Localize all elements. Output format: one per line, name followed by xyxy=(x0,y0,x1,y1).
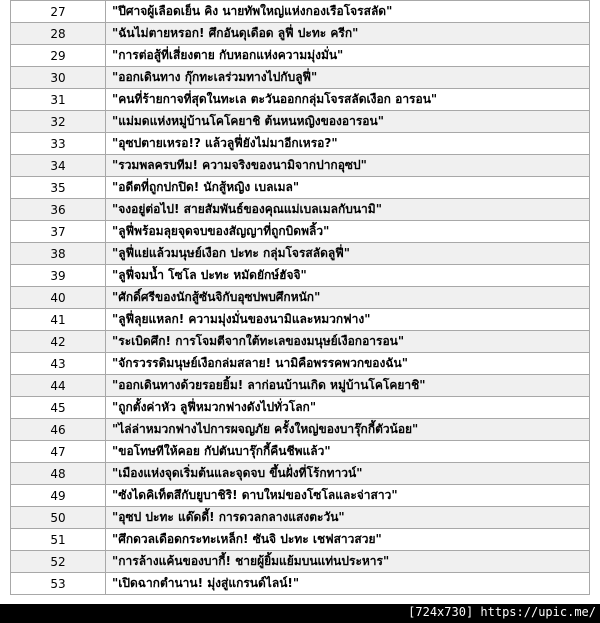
episode-number: 46 xyxy=(11,419,106,441)
episode-table-body xyxy=(11,1,590,595)
episode-title: "การต่อสู้ที่เสี่ยงตาย กับหอกแห่งความมุ่งมั่น" xyxy=(106,45,590,67)
episode-title: "คนที่ร้ายกาจที่สุดในทะเล ตะวันออกกลุ่มโจรสลัดเงือก อารอน" xyxy=(106,89,590,111)
table-row xyxy=(11,45,590,67)
episode-number: 35 xyxy=(11,177,106,199)
episode-number: 36 xyxy=(11,199,106,221)
table-row xyxy=(11,441,590,463)
episode-title: "ไล่ล่าหมวกฟางไปการผจญภัย ครั้งใหญ่ของบารุ๊กกี้ตัวน้อย" xyxy=(106,419,590,441)
table-row xyxy=(11,551,590,573)
episode-title: "รวมพลครบทีม! ความจริงของนามิจากปากอุซป" xyxy=(106,155,590,177)
table-row xyxy=(11,67,590,89)
episode-title: "อดีตที่ถูกปกปิด! นักสู้หญิง เบลเมล" xyxy=(106,177,590,199)
episode-title: "ศึกดวลเดือดกระทะเหล็ก! ซันจิ ปะทะ เชฟสาวสวย" xyxy=(106,529,590,551)
episode-number: 44 xyxy=(11,375,106,397)
episode-title: "ลูฟี่จมน้ำ โซโล ปะทะ หมัดยักษ์ฮัจจิ" xyxy=(106,265,590,287)
episode-number: 43 xyxy=(11,353,106,375)
episode-number: 49 xyxy=(11,485,106,507)
image-host-caption[interactable]: [724x730] https://upic.me/ xyxy=(408,605,596,619)
table-row xyxy=(11,89,590,111)
episode-title: "อุซปตายเหรอ!? แล้วลูฟี่ยังไม่มาอีกเหรอ?" xyxy=(106,133,590,155)
episode-number: 32 xyxy=(11,111,106,133)
table-row xyxy=(11,287,590,309)
table-row xyxy=(11,243,590,265)
episode-title: "เปิดฉากตำนาน! มุ่งสู่แกรนด์ไลน์!" xyxy=(106,573,590,595)
episode-title: "ระเบิดศึก! การโจมตีจากใต้ทะเลของมนุษย์เงือกอารอน" xyxy=(106,331,590,353)
episode-number: 29 xyxy=(11,45,106,67)
episode-title: "ซังไดคิเท็ตสึกับยูบาชิริ! ดาบใหม่ของโซโลและจ่าสาว" xyxy=(106,485,590,507)
table-row xyxy=(11,529,590,551)
episode-title: "ขอโทษทีให้คอย กัปตันบารุ๊กกี้คืนชีพแล้ว" xyxy=(106,441,590,463)
table-row xyxy=(11,133,590,155)
episode-number: 41 xyxy=(11,309,106,331)
episode-number: 39 xyxy=(11,265,106,287)
table-row xyxy=(11,331,590,353)
episode-number: 28 xyxy=(11,23,106,45)
episode-number: 34 xyxy=(11,155,106,177)
episode-title: "ปีศาจผู้เลือดเย็น คิง นายทัพใหญ่แห่งกองเรือโจรสลัด" xyxy=(106,1,590,23)
table-row xyxy=(11,375,590,397)
table-row xyxy=(11,155,590,177)
episode-table-container xyxy=(10,0,590,595)
episode-title: "เมืองแห่งจุดเริ่มต้นและจุดจบ ขึ้นฝั่งที่โร้กทาวน์" xyxy=(106,463,590,485)
table-row xyxy=(11,111,590,133)
episode-title: "ออกเดินทางด้วยรอยยิ้ม! ลาก่อนบ้านเกิด หมู่บ้านโคโคยาชิ" xyxy=(106,375,590,397)
table-row xyxy=(11,309,590,331)
episode-title: "ออกเดินทาง กุ๊กทะเลร่วมทางไปกับลูฟี่" xyxy=(106,67,590,89)
episode-number: 48 xyxy=(11,463,106,485)
episode-number: 52 xyxy=(11,551,106,573)
table-row xyxy=(11,485,590,507)
table-row xyxy=(11,397,590,419)
episode-title: "ถูกตั้งค่าหัว ลูฟี่หมวกฟางดังไปทั่วโลก" xyxy=(106,397,590,419)
image-host-footer-bar xyxy=(0,604,600,623)
episode-number: 51 xyxy=(11,529,106,551)
episode-number: 37 xyxy=(11,221,106,243)
table-row xyxy=(11,353,590,375)
episode-number: 53 xyxy=(11,573,106,595)
table-row xyxy=(11,265,590,287)
episode-number: 45 xyxy=(11,397,106,419)
episode-title: "ลูฟี่แย่แล้วมนุษย์เงือก ปะทะ กลุ่มโจรสลัดลูฟี่" xyxy=(106,243,590,265)
episode-title: "จงอยู่ต่อไป! สายสัมพันธ์ของคุณแม่เบลเมลกับนามิ" xyxy=(106,199,590,221)
episode-number: 50 xyxy=(11,507,106,529)
episode-number: 31 xyxy=(11,89,106,111)
episode-number: 42 xyxy=(11,331,106,353)
episode-title: "อุซป ปะทะ แด๊ดดี้! การดวลกลางแสงตะวัน" xyxy=(106,507,590,529)
episode-number: 27 xyxy=(11,1,106,23)
episode-title: "แม่มดแห่งหมู่บ้านโคโคยาชิ ต้นหนหญิงของอารอน" xyxy=(106,111,590,133)
table-row xyxy=(11,463,590,485)
episode-number: 33 xyxy=(11,133,106,155)
table-row xyxy=(11,1,590,23)
table-row xyxy=(11,419,590,441)
table-row xyxy=(11,573,590,595)
episode-number: 30 xyxy=(11,67,106,89)
episode-title: "ลูฟี่พร้อมลุยจุดจบของสัญญาที่ถูกบิดพลิ้ว" xyxy=(106,221,590,243)
episode-title: "ลูฟี่ลุยแหลก! ความมุ่งมั่นของนามิและหมวกฟาง" xyxy=(106,309,590,331)
episode-title: "การล้างแค้นของบากี้! ชายผู้ยิ้มแย้มบนแท่นประหาร" xyxy=(106,551,590,573)
episode-title: "จักรวรรดิมนุษย์เงือกล่มสลาย! นามิคือพรรคพวกของฉัน" xyxy=(106,353,590,375)
table-row xyxy=(11,199,590,221)
table-row xyxy=(11,507,590,529)
episode-title: "ศักดิ์ศรีของนักสู้ซันจิกับอุซปพบศึกหนัก" xyxy=(106,287,590,309)
episode-table xyxy=(10,0,590,595)
table-row xyxy=(11,177,590,199)
table-row xyxy=(11,221,590,243)
episode-number: 40 xyxy=(11,287,106,309)
episode-number: 47 xyxy=(11,441,106,463)
episode-title: "ฉันไม่ตายหรอก! ศึกอันดุเดือด ลูฟี่ ปะทะ ครีก" xyxy=(106,23,590,45)
table-row xyxy=(11,23,590,45)
episode-number: 38 xyxy=(11,243,106,265)
